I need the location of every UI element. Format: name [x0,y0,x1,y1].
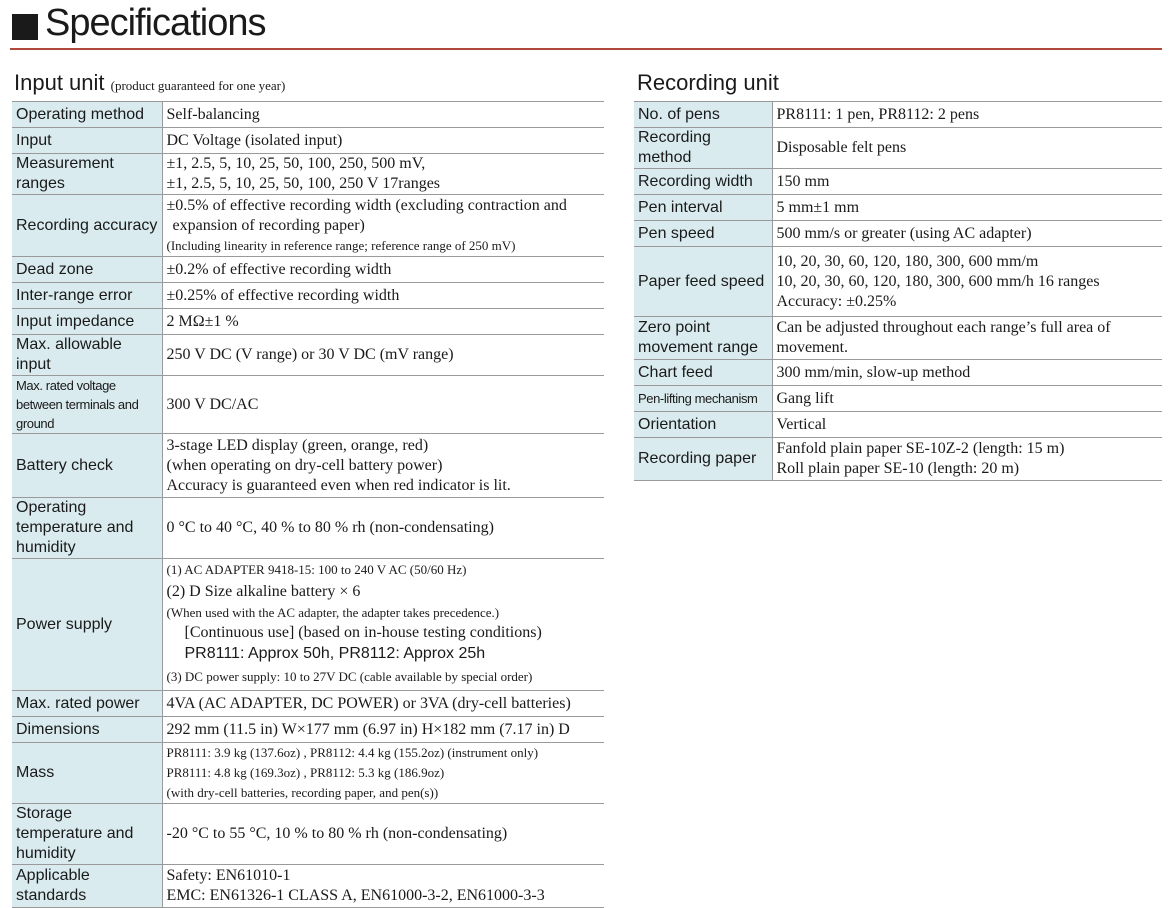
spec-value-recording-paper [772,438,1162,481]
spec-value-line: 250 V DC (V range) or 30 V DC (mV range) [166,346,454,363]
page-title: Specifications [45,2,266,44]
spec-label-chart-feed: Chart feed [634,360,772,386]
spec-label-max-rated-voltage-between-terminals-and-ground: Max. rated voltage between terminals and ground [12,376,162,434]
spec-row [12,743,604,804]
spec-value-pen-interval [772,195,1162,221]
spec-row [634,317,1162,360]
spec-value-dead-zone [162,257,604,283]
spec-label-max-allowable-input: Max. allowable input [12,335,162,376]
spec-value-line: ±0.5% of effective recording width (excluding contraction and [166,196,567,214]
spec-value-inter-range-error [162,283,604,309]
spec-value-line: (when operating on dry-cell battery power) [166,456,443,474]
spec-row [634,102,1162,128]
spec-label-measurement-ranges: Measurement ranges [12,154,162,195]
spec-value-chart-feed [772,360,1162,386]
spec-row [634,360,1162,386]
spec-value-measurement-ranges [162,154,604,195]
spec-row [12,376,604,434]
spec-label-recording-paper: Recording paper [634,438,772,481]
spec-value-line: PR8111: 1 pen, PR8112: 2 pens [776,105,980,123]
spec-value-input [162,128,604,154]
spec-value-line: Roll plain paper SE-10 (length: 20 m) [776,460,1020,477]
spec-label-applicable-standards: Applicable standards [12,865,162,908]
spec-label-zero-point-movement-range: Zero point movement range [634,317,772,360]
spec-value-line: Safety: EN61010-1 [166,867,291,884]
spec-row [12,804,604,865]
spec-value-line: (3) DC power supply: 10 to 27V DC (cable available by special order) [166,669,533,684]
spec-label-recording-accuracy: Recording accuracy [12,195,162,257]
spec-value-line: (1) AC ADAPTER 9418-15: 100 to 240 V AC (50/60 Hz) [166,562,467,577]
spec-row [12,865,604,908]
recording-unit-heading [637,70,779,96]
spec-value-operating-method [162,102,604,128]
spec-value-line: ±0.2% of effective recording width [166,260,392,278]
spec-value-paper-feed-speed [772,247,1162,317]
input-unit-note: (product guaranteed for one year) [110,78,286,93]
input-unit-table [12,101,604,908]
recording-unit-table [634,101,1162,481]
spec-value-recording-accuracy [162,195,604,257]
spec-value-input-impedance [162,309,604,335]
spec-label-pen-lifting-mechanism: Pen-lifting mechanism [634,386,772,412]
spec-value-pen-lifting-mechanism [772,386,1162,412]
spec-value-line: 10, 20, 30, 60, 120, 180, 300, 600 mm/h 16 ranges [776,272,1100,290]
spec-value-line: (When used with the AC adapter, the adapter takes precedence.) [166,605,500,620]
spec-label-orientation: Orientation [634,412,772,438]
spec-value-line: Gang lift [776,389,834,407]
spec-value-dimensions [162,717,604,743]
spec-label-pen-speed: Pen speed [634,221,772,247]
spec-label-input-impedance: Input impedance [12,309,162,335]
spec-row [634,438,1162,481]
spec-value-line: ±0.25% of effective recording width [166,286,400,304]
spec-value-line: DC Voltage (isolated input) [166,131,343,149]
spec-value-line: 5 mm±1 mm [776,198,860,216]
title-square-icon [12,14,38,40]
spec-label-power-supply: Power supply [12,559,162,691]
spec-row [634,195,1162,221]
spec-value-applicable-standards [162,865,604,908]
spec-label-operating-temperature-and-humidity: Operating temperature and humidity [12,498,162,559]
spec-row [634,128,1162,169]
spec-row [12,309,604,335]
spec-label-recording-method: Recording method [634,128,772,169]
spec-label-dead-zone: Dead zone [12,257,162,283]
spec-label-operating-method: Operating method [12,102,162,128]
spec-value-line: 2 MΩ±1 % [166,312,239,330]
spec-value-line: -20 °C to 55 °C, 10 % to 80 % rh (non-condensating) [166,825,508,842]
spec-label-input: Input [12,128,162,154]
spec-label-battery-check: Battery check [12,434,162,498]
spec-value-line: 10, 20, 30, 60, 120, 180, 300, 600 mm/m [776,252,1039,270]
spec-value-line: 0 °C to 40 °C, 40 % to 80 % rh (non-condensating) [166,519,494,536]
spec-value-line: 150 mm [776,172,830,190]
spec-value-line: [Continuous use] (based on in-house testing conditions) [184,624,542,641]
spec-row [12,498,604,559]
spec-value-line: ±1, 2.5, 5, 10, 25, 50, 100, 250 V 17ranges [166,175,441,192]
spec-value-max-rated-voltage-between-terminals-and-ground [162,376,604,434]
spec-value-storage-temperature-and-humidity [162,804,604,865]
spec-row [12,102,604,128]
spec-row [12,128,604,154]
spec-row [12,283,604,309]
spec-value-line: ±1, 2.5, 5, 10, 25, 50, 100, 250, 500 mV, [166,155,426,172]
spec-value-line: Accuracy: ±0.25% [776,292,897,310]
recording-unit-title: Recording unit [637,70,779,95]
spec-value-line: 300 V DC/AC [166,395,259,413]
spec-value-battery-check [162,434,604,498]
spec-value-line: Can be adjusted throughout each range’s full area of [776,319,1111,336]
spec-value-line: 292 mm (11.5 in) W×177 mm (6.97 in) H×182 mm (7.17 in) D [166,720,570,738]
spec-row [634,169,1162,195]
spec-row [634,386,1162,412]
page-header [10,4,1162,50]
spec-value-no-of-pens [772,102,1162,128]
spec-row [12,335,604,376]
spec-value-line: expansion of recording paper) [172,216,365,234]
spec-row [12,154,604,195]
spec-value-orientation [772,412,1162,438]
spec-value-line: (2) D Size alkaline battery × 6 [166,583,361,600]
spec-value-line: EMC: EN61326-1 CLASS A, EN61000-3-2, EN61000-3-3 [166,887,545,904]
spec-value-line: Self-balancing [166,105,260,123]
spec-value-line: Vertical [776,415,827,433]
spec-value-line: (with dry-cell batteries, recording paper, and pen(s)) [166,785,439,800]
input-unit-heading [14,70,285,96]
spec-row [12,717,604,743]
spec-value-pen-speed [772,221,1162,247]
spec-label-recording-width: Recording width [634,169,772,195]
spec-value-line: Disposable felt pens [776,139,907,156]
spec-label-dimensions: Dimensions [12,717,162,743]
spec-value-line: 500 mm/s or greater (using AC adapter) [776,224,1032,242]
spec-value-power-supply [162,559,604,691]
spec-value-line: 3-stage LED display (green, orange, red) [166,436,429,454]
spec-value-line: movement. [776,339,849,356]
spec-label-mass: Mass [12,743,162,804]
spec-label-pen-interval: Pen interval [634,195,772,221]
spec-value-line: PR8111: Approx 50h, PR8112: Approx 25h [184,645,486,662]
spec-value-line: (Including linearity in reference range; reference range of 250 mV) [166,237,516,253]
header-divider [10,48,1162,50]
spec-value-line: PR8111: 4.8 kg (169.3oz) , PR8112: 5.3 kg (186.9oz) [166,765,445,780]
spec-value-recording-width [772,169,1162,195]
spec-row [12,257,604,283]
spec-label-paper-feed-speed: Paper feed speed [634,247,772,317]
spec-value-zero-point-movement-range [772,317,1162,360]
spec-row [634,412,1162,438]
spec-label-no-of-pens: No. of pens [634,102,772,128]
spec-row [12,195,604,257]
spec-label-inter-range-error: Inter-range error [12,283,162,309]
spec-value-line: PR8111: 3.9 kg (137.6oz) , PR8112: 4.4 kg (155.2oz) (instrument only) [166,745,539,760]
spec-row [634,247,1162,317]
spec-row [12,434,604,498]
input-unit-title: Input unit [14,70,105,95]
spec-value-recording-method [772,128,1162,169]
spec-row [634,221,1162,247]
spec-row [12,559,604,691]
spec-value-max-allowable-input [162,335,604,376]
spec-label-storage-temperature-and-humidity: Storage temperature and humidity [12,804,162,865]
spec-value-max-rated-power [162,691,604,717]
spec-row [12,691,604,717]
spec-value-line: 4VA (AC ADAPTER, DC POWER) or 3VA (dry-cell batteries) [166,694,571,712]
spec-value-line: Fanfold plain paper SE-10Z-2 (length: 15 m) [776,440,1065,457]
spec-label-max-rated-power: Max. rated power [12,691,162,717]
spec-value-line: 300 mm/min, slow-up method [776,363,971,381]
spec-value-mass [162,743,604,804]
spec-value-line: Accuracy is guaranteed even when red indicator is lit. [166,476,511,494]
spec-value-operating-temperature-and-humidity [162,498,604,559]
